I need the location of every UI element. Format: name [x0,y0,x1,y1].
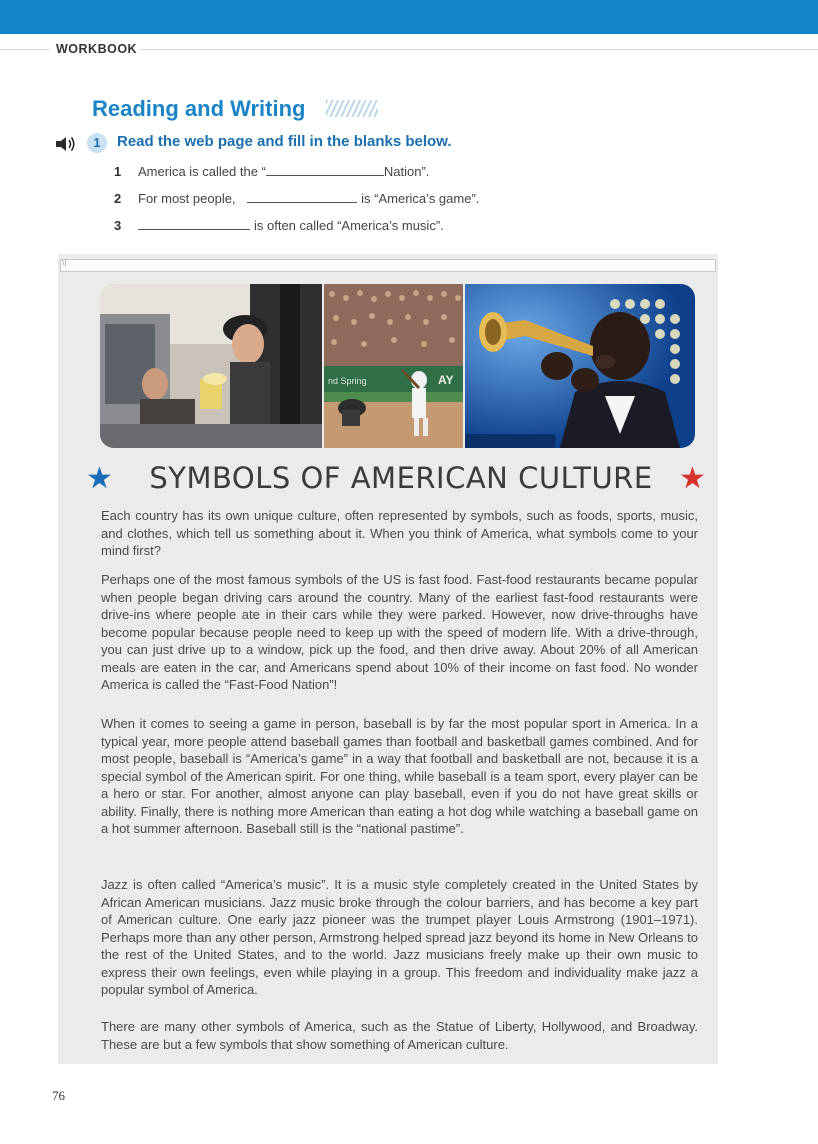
question-number: 3 [114,218,122,233]
header-rule-left [0,49,50,50]
question-number: 1 [114,164,122,179]
exercise-number: 1 [87,133,107,153]
address-bar-text: \| [62,258,67,267]
banner-text-right: AY [438,373,454,387]
question-text-after: Nation”. [383,164,430,179]
browser-address-bar[interactable] [60,259,716,272]
article-paragraph-3: When it comes to seeing a game in person, baseball is by far the most popular sport in America. In a typical year, more people attend baseball games than football and basketball games combined. And for most people, baseball is “America’s game” in a way that football and basketball are not, because it is a special symbol of the American spirit. For one thing, while baseball is a team sport, every player can be a hero or star. For another, almost anyone can play baseball, even if you do not have great skills or ability. Finally, there is nothing more American than eating a hot dog while watching a baseball game on a hot summer afternoon. Baseball still is the “national pastime”. [101,716,698,836]
question-text-before: America is called the “ [138,164,266,179]
question-3 [114,217,444,233]
star-icon: ★ [86,462,113,495]
section-title: Reading and Writing [92,96,306,121]
star-icon: ★ [679,462,706,495]
question-text-before: For most people, [138,191,240,206]
title-stripe-decoration [326,100,378,117]
answer-blank[interactable] [138,217,250,230]
question-text-after: is often called “America’s music”. [254,218,444,233]
question-number: 2 [114,191,122,206]
question-text-after: is “America’s game”. [361,191,480,206]
header-rule-right [140,49,818,50]
exercise-instruction: Read the web page and fill in the blanks below. [117,133,452,150]
article-paragraph-2: Perhaps one of the most famous symbols of the US is fast food. Fast-food restaurants became popular when people began driving cars around the country. Many of the earliest fast-food restaurants were drive-ins where people ate in their cars while they were parked. However, now drive-throughs have become popular because people need to keep up with the speed of modern life. With a drive-through, you can just drive up to a window, pick up the food, and then drive away. About 20% of all American meals are eaten in the car, and Americans spend about 10% of their income on fast food. No wonder America is called the “Fast-Food Nation”! [101,572,698,692]
header-bar [0,0,818,34]
article-paragraph-5: There are many other symbols of America, such as the Statue of Liberty, Hollywood, and Broadway. These are but a few symbols that show something of American culture. [101,1019,698,1052]
answer-blank[interactable] [247,190,357,203]
drive-through-photo [100,284,322,448]
page-number: 76 [52,1088,65,1103]
article-paragraph-4: Jazz is often called “America’s music”. It is a music style completely created in the United States by African American musicians. Jazz music broke through the colour barriers, and has become a key part of American culture. One early jazz pioneer was the trumpet player Louis Armstrong (1901–1971). Perhaps more than any other person, Armstrong helped spread jazz beyond its home in New Orleans to the rest of the United States, and to the world. Jazz musicians freely make up their own music to express their own feelings, even while playing in a group. This freedom and individuality make jazz a popular symbol of America. [101,877,698,997]
banner-text-left: nd Spring [328,376,367,386]
speaker-icon[interactable] [55,135,77,153]
question-1 [114,163,429,179]
answer-blank[interactable] [266,163,384,176]
article-paragraph-1: Each country has its own unique culture, often represented by symbols, such as foods, sports, music, and clothes, which tell us something about it. When you think of America, what symbols come to your mind first? [101,508,698,558]
article-title: SYMBOLS OF AMERICAN CULTURE [149,461,653,495]
baseball-photo [324,284,463,448]
trumpet-player-photo [465,284,695,448]
workbook-label: WORKBOOK [56,42,138,56]
question-2 [114,190,479,206]
workbook-header [0,40,818,60]
